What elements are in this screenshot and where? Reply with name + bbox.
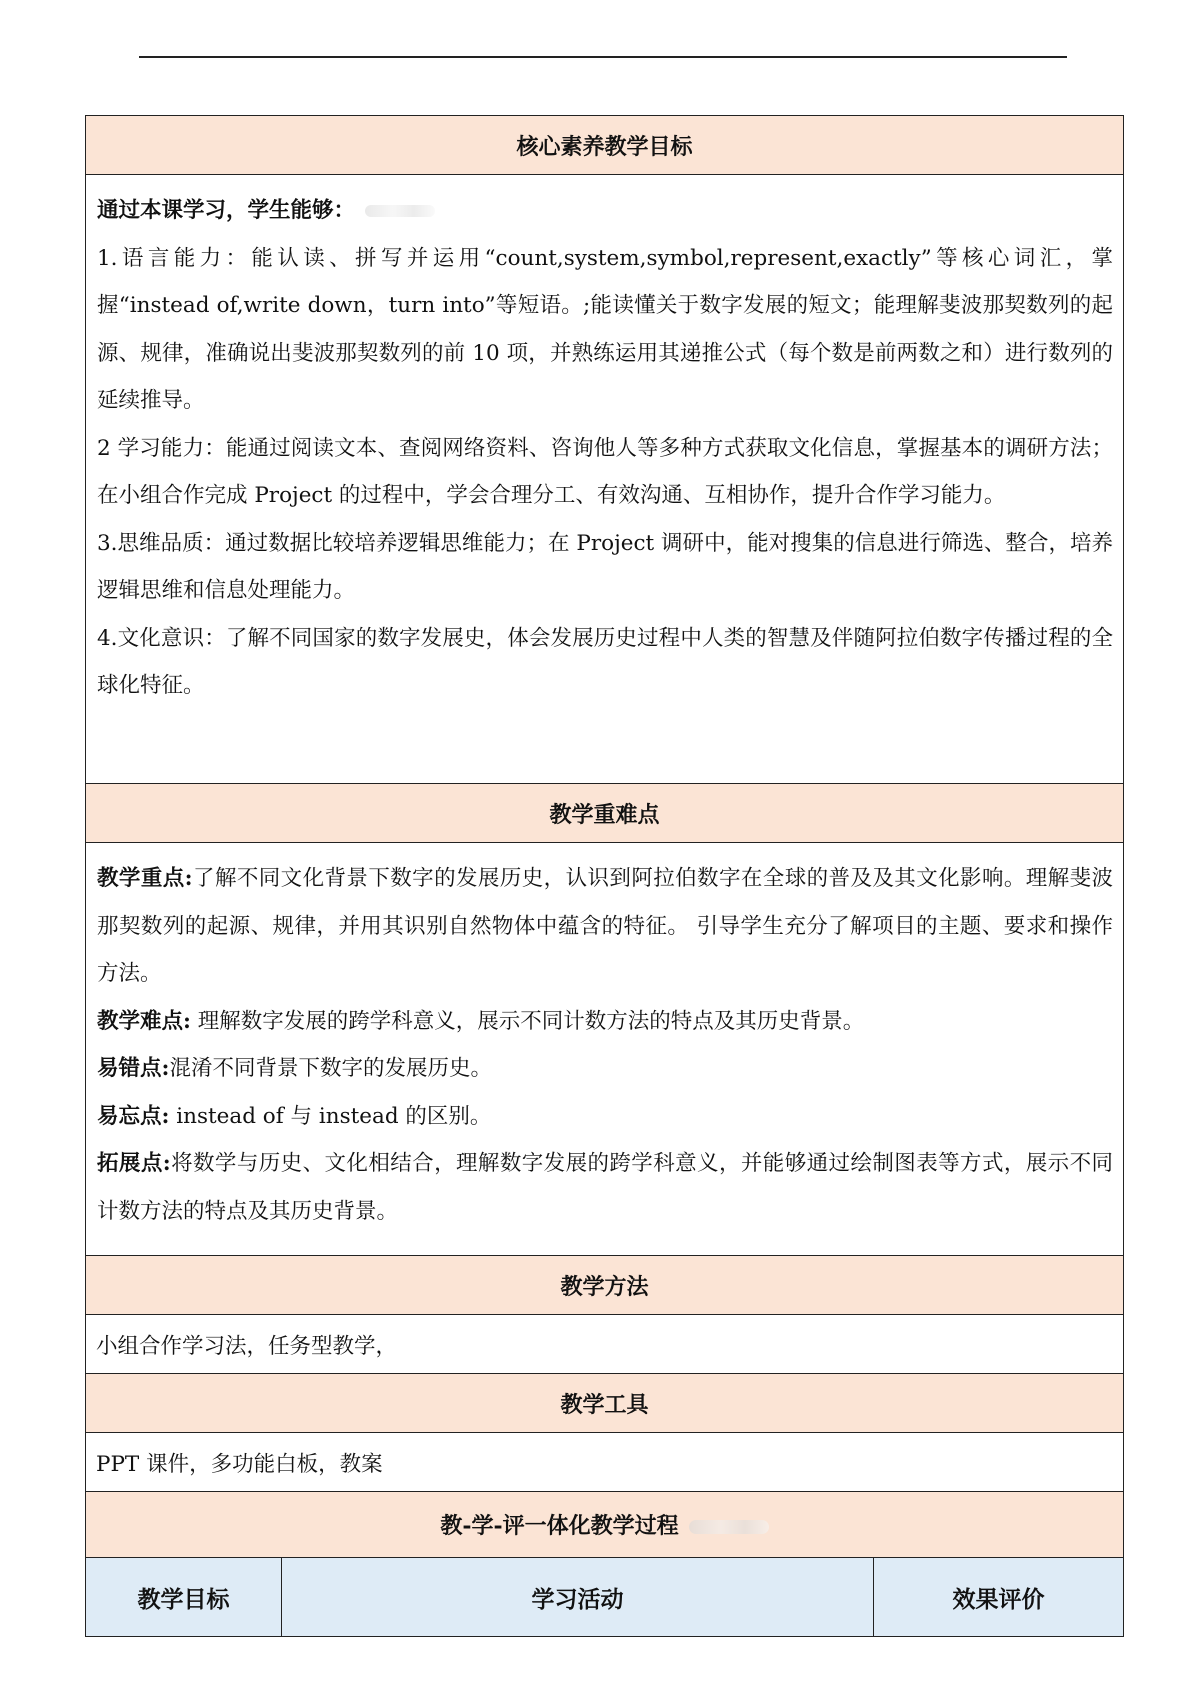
key-forget bbox=[97, 1093, 1113, 1141]
key-forget-text: instead of 与 instead 的区别。 bbox=[169, 1103, 492, 1129]
tools-title: 教学工具 bbox=[86, 1374, 1124, 1433]
key-extension-label: 拓展点: bbox=[97, 1151, 171, 1176]
key-extension bbox=[97, 1140, 1113, 1235]
process-header bbox=[86, 1492, 1124, 1558]
goals-body-row bbox=[86, 175, 1124, 784]
tools-body-row bbox=[86, 1433, 1124, 1492]
goals-intro-line bbox=[97, 187, 1113, 235]
goals-body bbox=[86, 175, 1124, 784]
process-title: 教-学-评一体化教学过程 bbox=[440, 1513, 679, 1539]
method-text: 小组合作学习法，任务型教学， bbox=[86, 1315, 1124, 1374]
method-title: 教学方法 bbox=[86, 1256, 1124, 1315]
key-forget-label: 易忘点: bbox=[97, 1103, 170, 1129]
watermark-stamp bbox=[689, 1520, 769, 1534]
col-learning-activity: 学习活动 bbox=[282, 1558, 874, 1637]
col-teaching-goal: 教学目标 bbox=[86, 1558, 282, 1637]
tools-header-row bbox=[86, 1374, 1124, 1433]
key-extension-text: 将数学与历史、文化相结合，理解数字发展的跨学科意义，并能够通过绘制图表等方式，展示不同计数方法的特点及其历史背景。 bbox=[97, 1151, 1114, 1224]
goal-thinking: 3.思维品质：通过数据比较培养逻辑思维能力；在 Project 调研中，能对搜集的信息进行筛选、整合，培养逻辑思维和信息处理能力。 bbox=[97, 530, 1114, 603]
col-evaluation: 效果评价 bbox=[874, 1558, 1124, 1637]
key-focus bbox=[97, 855, 1113, 998]
watermark-stamp bbox=[365, 205, 435, 217]
goals-intro: 通过本课学习，学生能够： bbox=[97, 198, 356, 223]
goals-title: 核心素养教学目标 bbox=[86, 116, 1124, 175]
header-rule bbox=[139, 56, 1067, 58]
goal-culture: 4.文化意识：了解不同国家的数字发展史，体会发展历史过程中人类的智慧及伴随阿拉伯数字传播过程的全球化特征。 bbox=[97, 625, 1114, 698]
key-body bbox=[86, 843, 1124, 1256]
method-body-row bbox=[86, 1315, 1124, 1374]
key-difficulty-text: 理解数字发展的跨学科意义，展示不同计数方法的特点及其历史背景。 bbox=[190, 1008, 865, 1034]
key-error bbox=[97, 1045, 1113, 1093]
key-error-text: 混淆不同背景下数字的发展历史。 bbox=[169, 1056, 492, 1081]
goals-header-row bbox=[86, 116, 1124, 175]
tools-text: PPT 课件，多功能白板，教案 bbox=[86, 1433, 1124, 1492]
method-header-row bbox=[86, 1256, 1124, 1315]
process-header-row bbox=[86, 1492, 1124, 1558]
key-difficulty-label: 教学难点: bbox=[97, 1008, 191, 1034]
lesson-plan-table bbox=[85, 115, 1124, 1637]
key-error-label: 易错点: bbox=[97, 1056, 170, 1081]
key-title: 教学重难点 bbox=[86, 784, 1124, 843]
key-body-row bbox=[86, 843, 1124, 1256]
goal-language: 1.语言能力：能认读、拼写并运用“count,system,symbol,represent,exactly”等核心词汇，掌握“instead of,write down，turn into”等短语。;能读懂关于数字发展的短文；能理解斐波那契数列的起源、规律，准确说出斐波那契数列的前 10 项，并熟练运用其递推公式（每个数是前两数之和）进行数列的延续推导。 bbox=[97, 245, 1114, 413]
key-difficulty bbox=[97, 998, 1113, 1046]
process-columns-row bbox=[86, 1558, 1124, 1637]
key-focus-label: 教学重点: bbox=[97, 866, 193, 891]
key-header-row bbox=[86, 784, 1124, 843]
key-focus-text: 了解不同文化背景下数字的发展历史，认识到阿拉伯数字在全球的普及及其文化影响。理解斐波那契数列的起源、规律，并用其识别自然物体中蕴含的特征。 引导学生充分了解项目的主题、要求和操作方法。 bbox=[97, 866, 1114, 986]
goal-learning: 2 学习能力：能通过阅读文本、查阅网络资料、咨询他人等多种方式获取文化信息，掌握基本的调研方法； 在小组合作完成 Project 的过程中，学会合理分工、有效沟通、互相协作，提升合作学习能力。 bbox=[97, 435, 1114, 508]
